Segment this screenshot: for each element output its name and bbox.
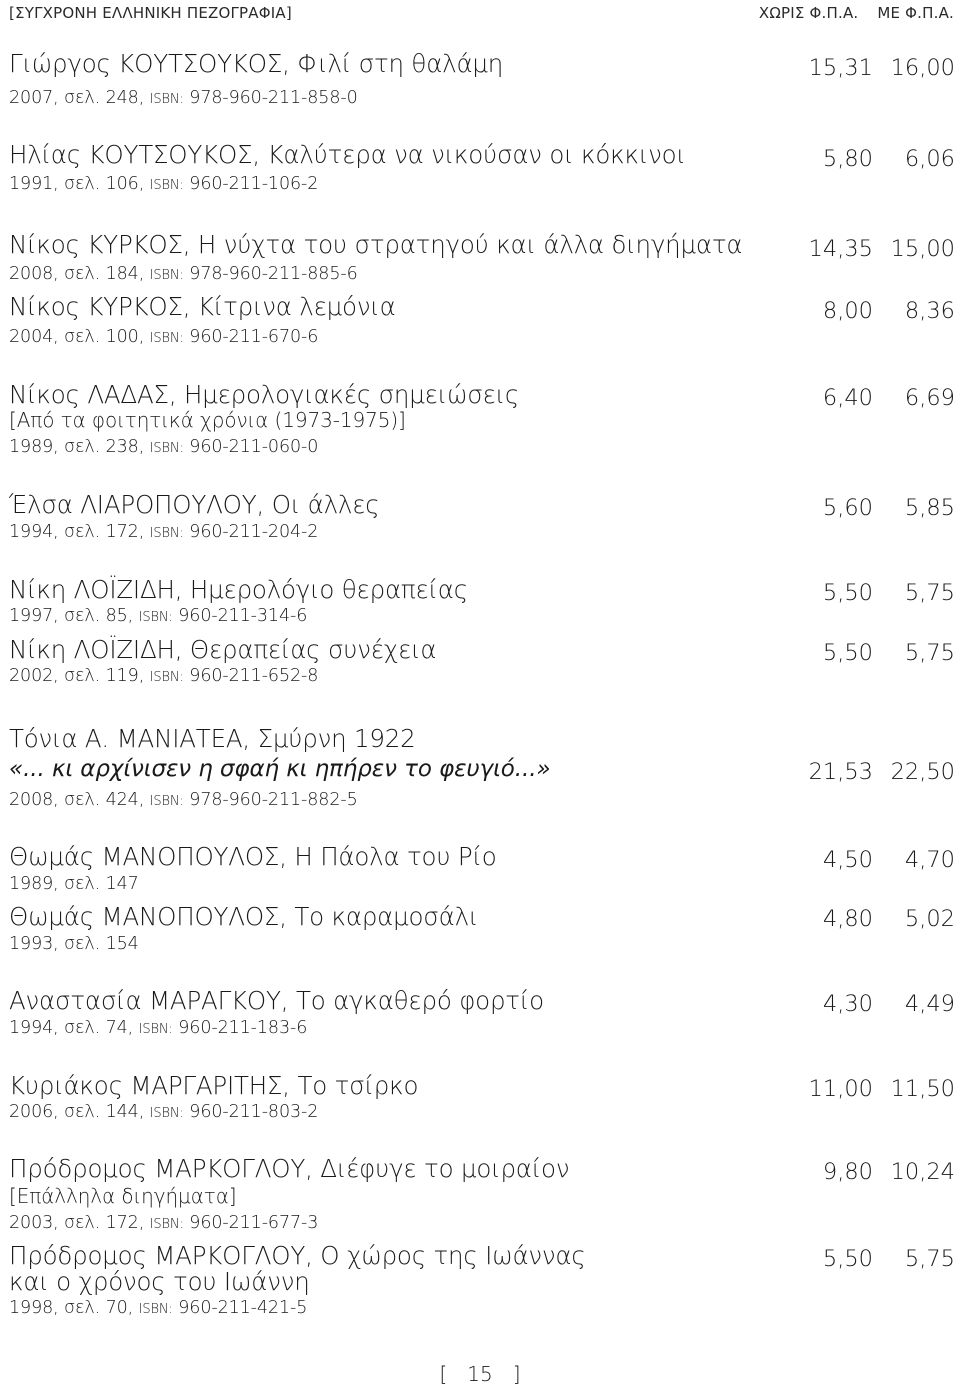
publication-details <box>9 874 139 894</box>
book-title: Νίκος ΛΑΔΑΣ, Ημερολογιακές σημειώσεις <box>9 380 520 409</box>
price-with-vat: 6,69 <box>904 385 955 411</box>
isbn-label: ISBN: <box>138 1022 173 1037</box>
publication-details <box>9 666 318 686</box>
year-pages: 2007, σελ. 248, <box>9 88 150 108</box>
price-with-vat-header: ΜΕ Φ.Π.Α. <box>877 4 954 22</box>
isbn: 960-211-803-2 <box>189 1102 319 1122</box>
page-bracket-close: ] <box>512 1362 521 1386</box>
book-title-continuation: και ο χρόνος του Ιωάννη <box>9 1267 310 1296</box>
catalog-category-header: [ΣΥΓΧΡΟΝΗ ΕΛΛΗΝΙΚΗ ΠΕΖΟΓΡΑΦΙΑ] <box>9 4 292 22</box>
publication-details <box>9 327 318 347</box>
price-without-vat: 15,31 <box>808 55 873 81</box>
price-with-vat: 5,75 <box>904 1246 955 1272</box>
price-without-vat: 8,00 <box>822 298 873 324</box>
price-with-vat: 10,24 <box>890 1159 955 1185</box>
price-with-vat: 5,02 <box>904 906 955 932</box>
year-pages: 1997, σελ. 85, <box>9 606 139 626</box>
price-with-vat: 5,75 <box>904 580 955 606</box>
price-with-vat: 5,75 <box>904 640 955 666</box>
price-with-vat: 4,49 <box>904 991 955 1017</box>
page-footer <box>0 1362 960 1386</box>
price-with-vat: 5,85 <box>904 495 955 521</box>
price-without-vat: 4,50 <box>822 847 873 873</box>
book-title: Θωμάς ΜΑΝΟΠΟΥΛΟΣ, Η Πάολα του Ρίο <box>9 842 497 871</box>
page-number: 15 <box>467 1362 493 1386</box>
isbn-label: ISBN: <box>149 178 184 193</box>
price-without-vat: 4,30 <box>822 991 873 1017</box>
year-pages: 2006, σελ. 144, <box>9 1102 150 1122</box>
isbn: 960-211-670-6 <box>189 327 319 347</box>
isbn-label: ISBN: <box>149 794 184 809</box>
publication-details <box>9 437 318 457</box>
book-title: Κυριάκος ΜΑΡΓΑΡΙΤΗΣ, Το τσίρκο <box>9 1071 419 1100</box>
isbn-label: ISBN: <box>149 1106 184 1121</box>
publication-details <box>9 1102 318 1122</box>
book-title: Θωμάς ΜΑΝΟΠΟΥΛΟΣ, Το καραμοσάλι <box>9 902 479 931</box>
isbn-label: ISBN: <box>138 610 173 625</box>
year-pages: 1991, σελ. 106, <box>9 174 150 194</box>
book-title: Νίκος ΚΥΡΚΟΣ, Η νύχτα του στρατηγού και άλλα διηγήματα <box>9 230 743 259</box>
price-with-vat: 6,06 <box>904 146 955 172</box>
year-pages: 2008, σελ. 184, <box>9 264 150 284</box>
book-title: Τόνια Α. ΜΑΝΙΑΤΕΑ, Σμύρνη 1922 <box>9 724 416 753</box>
year-pages: 2002, σελ. 119, <box>9 666 150 686</box>
price-with-vat: 11,50 <box>890 1076 955 1102</box>
publication-details <box>9 1213 318 1233</box>
isbn-label: ISBN: <box>149 92 184 107</box>
isbn: 960-211-677-3 <box>189 1213 319 1233</box>
book-title: Νίκος ΚΥΡΚΟΣ, Κίτρινα λεμόνια <box>9 292 396 321</box>
year-pages: 2004, σελ. 100, <box>9 327 150 347</box>
price-with-vat: 8,36 <box>904 298 955 324</box>
book-title: Ηλίας ΚΟΥΤΣΟΥΚΟΣ, Καλύτερα να νικούσαν οι κόκκινοι <box>9 140 686 169</box>
publication-details <box>9 174 318 194</box>
year-pages: 1998, σελ. 70, <box>9 1298 139 1318</box>
year-pages: 1994, σελ. 74, <box>9 1018 139 1038</box>
publication-details <box>9 1298 307 1318</box>
price-without-vat: 6,40 <box>822 385 873 411</box>
isbn-label: ISBN: <box>149 331 184 346</box>
price-without-vat: 5,60 <box>822 495 873 521</box>
price-with-vat: 22,50 <box>890 759 955 785</box>
isbn: 960-211-421-5 <box>178 1298 308 1318</box>
book-title: Έλσα ΛΙΑΡΟΠΟΥΛΟΥ, Οι άλλες <box>9 490 380 519</box>
price-without-vat: 5,50 <box>822 580 873 606</box>
isbn: 960-211-183-6 <box>178 1018 308 1038</box>
isbn: 960-211-652-8 <box>189 666 319 686</box>
isbn: 960-211-060-0 <box>189 437 319 457</box>
price-without-vat: 5,50 <box>822 640 873 666</box>
isbn: 960-211-314-6 <box>178 606 308 626</box>
publication-details <box>9 1018 307 1038</box>
price-without-vat: 4,80 <box>822 906 873 932</box>
book-title: Πρόδρομος ΜΑΡΚΟΓΛΟΥ, Διέφυγε το μοιραίον <box>9 1154 570 1183</box>
isbn: 960-211-106-2 <box>189 174 319 194</box>
price-column-headers <box>745 4 954 22</box>
year-pages: 2008, σελ. 424, <box>9 790 150 810</box>
publication-details <box>9 88 358 108</box>
year-pages: 1989, σελ. 238, <box>9 437 150 457</box>
book-title: Αναστασία ΜΑΡΑΓΚΟΥ, Το αγκαθερό φορτίο <box>9 986 544 1015</box>
isbn: 978-960-211-885-6 <box>189 264 358 284</box>
isbn-label: ISBN: <box>149 268 184 283</box>
price-without-vat: 11,00 <box>808 1076 873 1102</box>
publication-details <box>9 264 358 284</box>
book-subtitle: «... κι αρχίνισεν η σφαή κι ηπήρεν το φευγιό...» <box>9 756 551 782</box>
publication-details <box>9 606 307 626</box>
year-pages: 1994, σελ. 172, <box>9 522 150 542</box>
book-title: Πρόδρομος ΜΑΡΚΟΓΛΟΥ, Ο χώρος της Ιωάννας <box>9 1241 586 1270</box>
isbn-label: ISBN: <box>149 1217 184 1232</box>
price-with-vat: 15,00 <box>890 236 955 262</box>
isbn-label: ISBN: <box>149 526 184 541</box>
isbn: 978-960-211-882-5 <box>189 790 358 810</box>
price-without-vat: 5,50 <box>822 1246 873 1272</box>
page-bracket-open: [ <box>439 1362 448 1386</box>
price-without-vat: 14,35 <box>808 236 873 262</box>
year-pages: 2003, σελ. 172, <box>9 1213 150 1233</box>
publication-details <box>9 934 139 954</box>
isbn-label: ISBN: <box>149 670 184 685</box>
publication-details <box>9 790 358 810</box>
price-without-vat: 9,80 <box>822 1159 873 1185</box>
price-with-vat: 4,70 <box>904 847 955 873</box>
year-pages: 1989, σελ. 147 <box>9 874 139 894</box>
book-subtitle: [Από τα φοιτητικά χρόνια (1973-1975)] <box>9 408 406 432</box>
book-title: Νίκη ΛΟΪΖΙΔΗ, Ημερολόγιο θεραπείας <box>9 575 468 604</box>
book-subtitle: [Επάλληλα διηγήματα] <box>9 1184 237 1208</box>
isbn-label: ISBN: <box>138 1302 173 1317</box>
book-title: Νίκη ΛΟΪΖΙΔΗ, Θεραπείας συνέχεια <box>9 635 437 664</box>
isbn: 978-960-211-858-0 <box>189 88 358 108</box>
price-without-vat: 21,53 <box>808 759 873 785</box>
isbn-label: ISBN: <box>149 441 184 456</box>
price-with-vat: 16,00 <box>890 55 955 81</box>
book-title: Γιώργος ΚΟΥΤΣΟΥΚΟΣ, Φιλί στη θαλάμη <box>9 49 504 78</box>
price-without-vat-header: ΧΩΡΙΣ Φ.Π.Α. <box>758 4 859 22</box>
publication-details <box>9 522 318 542</box>
year-pages: 1993, σελ. 154 <box>9 934 139 954</box>
price-without-vat: 5,80 <box>822 146 873 172</box>
isbn: 960-211-204-2 <box>189 522 319 542</box>
